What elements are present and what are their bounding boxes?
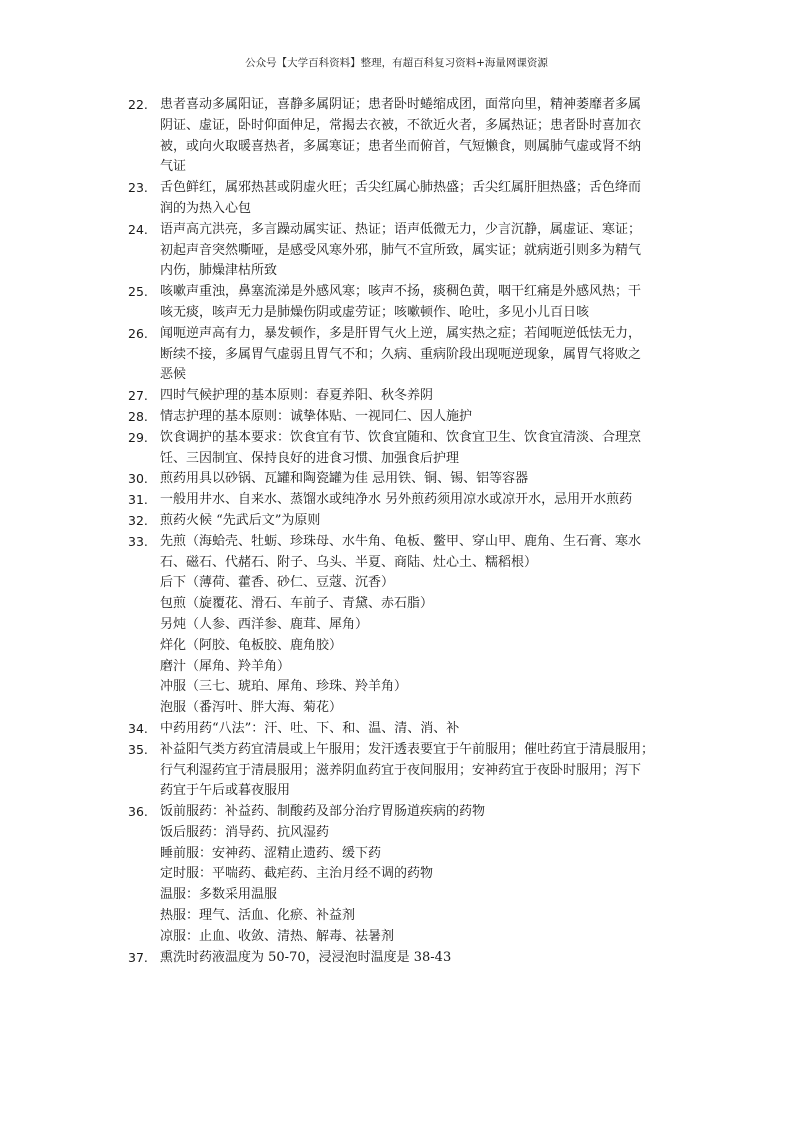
item-text-line: 石、磁石、代赭石、附子、乌头、半夏、商陆、灶心土、糯稻根）	[160, 554, 538, 570]
list-item	[0, 469, 793, 490]
list-item	[0, 282, 793, 324]
item-text-line: 被，或向火取暖喜热者，多属寒证；患者坐而俯首，气短懒食，则属肺气虚或肾不纳	[160, 138, 642, 154]
list-item	[0, 95, 793, 178]
item-text-line: 气证	[160, 159, 187, 175]
item-text-line: 四时气候护理的基本原则：春夏养阳、秋冬养阴	[160, 388, 434, 404]
item-number: 24.	[128, 221, 148, 237]
item-text-line: 情志护理的基本原则：诚挚体贴、一视同仁、因人施护	[160, 408, 473, 424]
item-text-line: 阴证、虚证，卧时仰面伸足，常揭去衣被，不欲近火者，多属热证；患者卧时喜加衣	[160, 117, 642, 133]
list-item	[0, 428, 793, 470]
list-item	[0, 324, 793, 386]
list-item	[0, 511, 793, 532]
item-text-line: 润的为热入心包	[160, 200, 252, 216]
list-item	[0, 386, 793, 407]
item-text-line: 煎药火候 “先武后文”为原则	[160, 512, 321, 528]
list-item	[0, 802, 793, 948]
item-text-line: 定时服：平喘药、截疟药、主治月经不调的药物	[160, 866, 434, 882]
item-text-line: 一般用井水、自来水、蒸馏水或纯净水 另外煎药须用凉水或凉开水，忌用开水煎药	[160, 492, 633, 508]
item-text-line: 咳嗽声重浊，鼻塞流涕是外感风寒；咳声不扬，痰稠色黄，咽干红痛是外感风热；干	[160, 284, 642, 300]
item-text-line: 补益阳气类方药宜清晨或上午服用；发汗透表要宜于午前服用；催吐药宜于清晨服用；	[160, 741, 655, 757]
item-text-line: 包煎（旋覆花、滑石、车前子、青黛、赤石脂）	[160, 596, 434, 612]
item-number: 22.	[128, 97, 148, 112]
item-text-line: 行气利湿药宜于清晨服用；滋养阴血药宜于夜间服用；安神药宜于夜卧时服用；泻下	[160, 762, 642, 778]
item-number: 25.	[128, 284, 148, 300]
item-text-line: 温服：多数采用温服	[160, 887, 278, 903]
item-text-line: 饭后服药：消导药、抗风湿药	[160, 824, 330, 840]
item-text-line: 语声高亢洪亮，多言躁动属实证、热证；语声低微无力，少言沉静，属虚证、寒证；	[160, 221, 642, 237]
item-number: 26.	[128, 325, 148, 341]
item-text-line: 磨汁（犀角、羚羊角）	[160, 658, 291, 674]
item-text-line: 热服：理气、活血、化瘀、补益剂	[160, 908, 356, 924]
item-text-line: 泡服（番泻叶、胖大海、菊花）	[160, 700, 343, 716]
item-text-line: 初起声音突然嘶哑，是感受风寒外邪，肺气不宣所致，属实证；就病逝引则多为精气	[160, 242, 642, 258]
item-number: 37.	[128, 949, 148, 965]
item-number: 28.	[128, 408, 148, 424]
item-number: 30.	[128, 471, 148, 487]
list-item	[0, 532, 793, 719]
item-number: 32.	[128, 512, 148, 528]
list-item	[0, 220, 793, 282]
item-text-line: 烊化（阿胶、龟板胶、鹿角胶）	[160, 637, 343, 653]
item-text-line: 熏洗时药液温度为 50-70，浸浸泡时温度是 38-43	[160, 949, 452, 965]
list-item	[0, 740, 793, 802]
item-text-line: 患者喜动多属阳证，喜静多属阴证；患者卧时蜷缩成团，面常向里，精神萎靡者多属	[160, 97, 642, 112]
item-text-line: 闻呃逆声高有力，暴发顿作，多是肝胃气火上逆，属实热之症；若闻呃逆低怯无力，	[160, 325, 642, 341]
item-number: 27.	[128, 388, 148, 404]
list-item	[0, 178, 793, 220]
item-text-line: 药宜于午后或暮夜服用	[160, 783, 291, 799]
item-text-line: 冲服（三七、琥珀、犀角、珍珠、羚羊角）	[160, 679, 408, 695]
item-text-line: 煎药用具以砂锅、瓦罐和陶瓷罐为佳 忌用铁、铜、锡、铝等容器	[160, 471, 529, 487]
list-item	[0, 407, 793, 428]
item-text-line: 睡前服：安神药、涩精止遗药、缓下药	[160, 845, 382, 861]
item-text-line: 后下（薄荷、藿香、砂仁、豆蔻、沉香）	[160, 575, 395, 591]
item-text-line: 饮食调护的基本要求：饮食宜有节、饮食宜随和、饮食宜卫生、饮食宜清淡、合理烹	[160, 429, 642, 445]
item-text-line: 另炖（人参、西洋参、鹿茸、犀角）	[160, 616, 369, 632]
item-text-line: 饭前服药：补益药、制酸药及部分治疗胃肠道疾病的药物	[160, 804, 486, 820]
list-item	[0, 490, 793, 511]
item-number: 31.	[128, 492, 148, 508]
item-number: 36.	[128, 804, 148, 820]
item-text-line: 内伤，肺燥津枯所致	[160, 263, 278, 279]
item-number: 34.	[128, 720, 148, 736]
item-text-line: 中药用药“八法”：汗、吐、下、和、温、清、消、补	[160, 720, 460, 736]
item-text-line: 先煎（海蛤壳、牡蛎、珍珠母、水牛角、龟板、鳖甲、穿山甲、鹿角、生石膏、寒水	[160, 533, 642, 549]
item-text-line: 恶候	[160, 367, 187, 383]
item-text-line: 舌色鲜红，属邪热甚或阴虚火旺；舌尖红属心肺热盛；舌尖红属肝胆热盛；舌色绛而	[160, 180, 642, 196]
item-number: 35.	[128, 741, 148, 757]
item-number: 23.	[128, 180, 148, 196]
numbered-list	[0, 95, 793, 968]
item-number: 33.	[128, 533, 148, 549]
list-item	[0, 719, 793, 740]
item-text-line: 饪、三因制宜、保持良好的进食习惯、加强食后护理	[160, 450, 460, 466]
item-text-line: 咳无痰，咳声无力是肺燥伤阴或虚劳证；咳嗽顿作、呛吐，多见小儿百日咳	[160, 304, 590, 320]
item-number: 29.	[128, 429, 148, 445]
list-item	[0, 948, 793, 969]
item-text-line: 断续不接，多属胃气虚弱且胃气不和；久病、重病阶段出现呃逆现象，属胃气将败之	[160, 346, 642, 362]
item-text-line: 凉服：止血、收敛、清热、解毒、祛暑剂	[160, 928, 395, 944]
page-header: 公众号【大学百科资料】整理，有超百科复习资料+海量网课资源	[245, 57, 548, 69]
